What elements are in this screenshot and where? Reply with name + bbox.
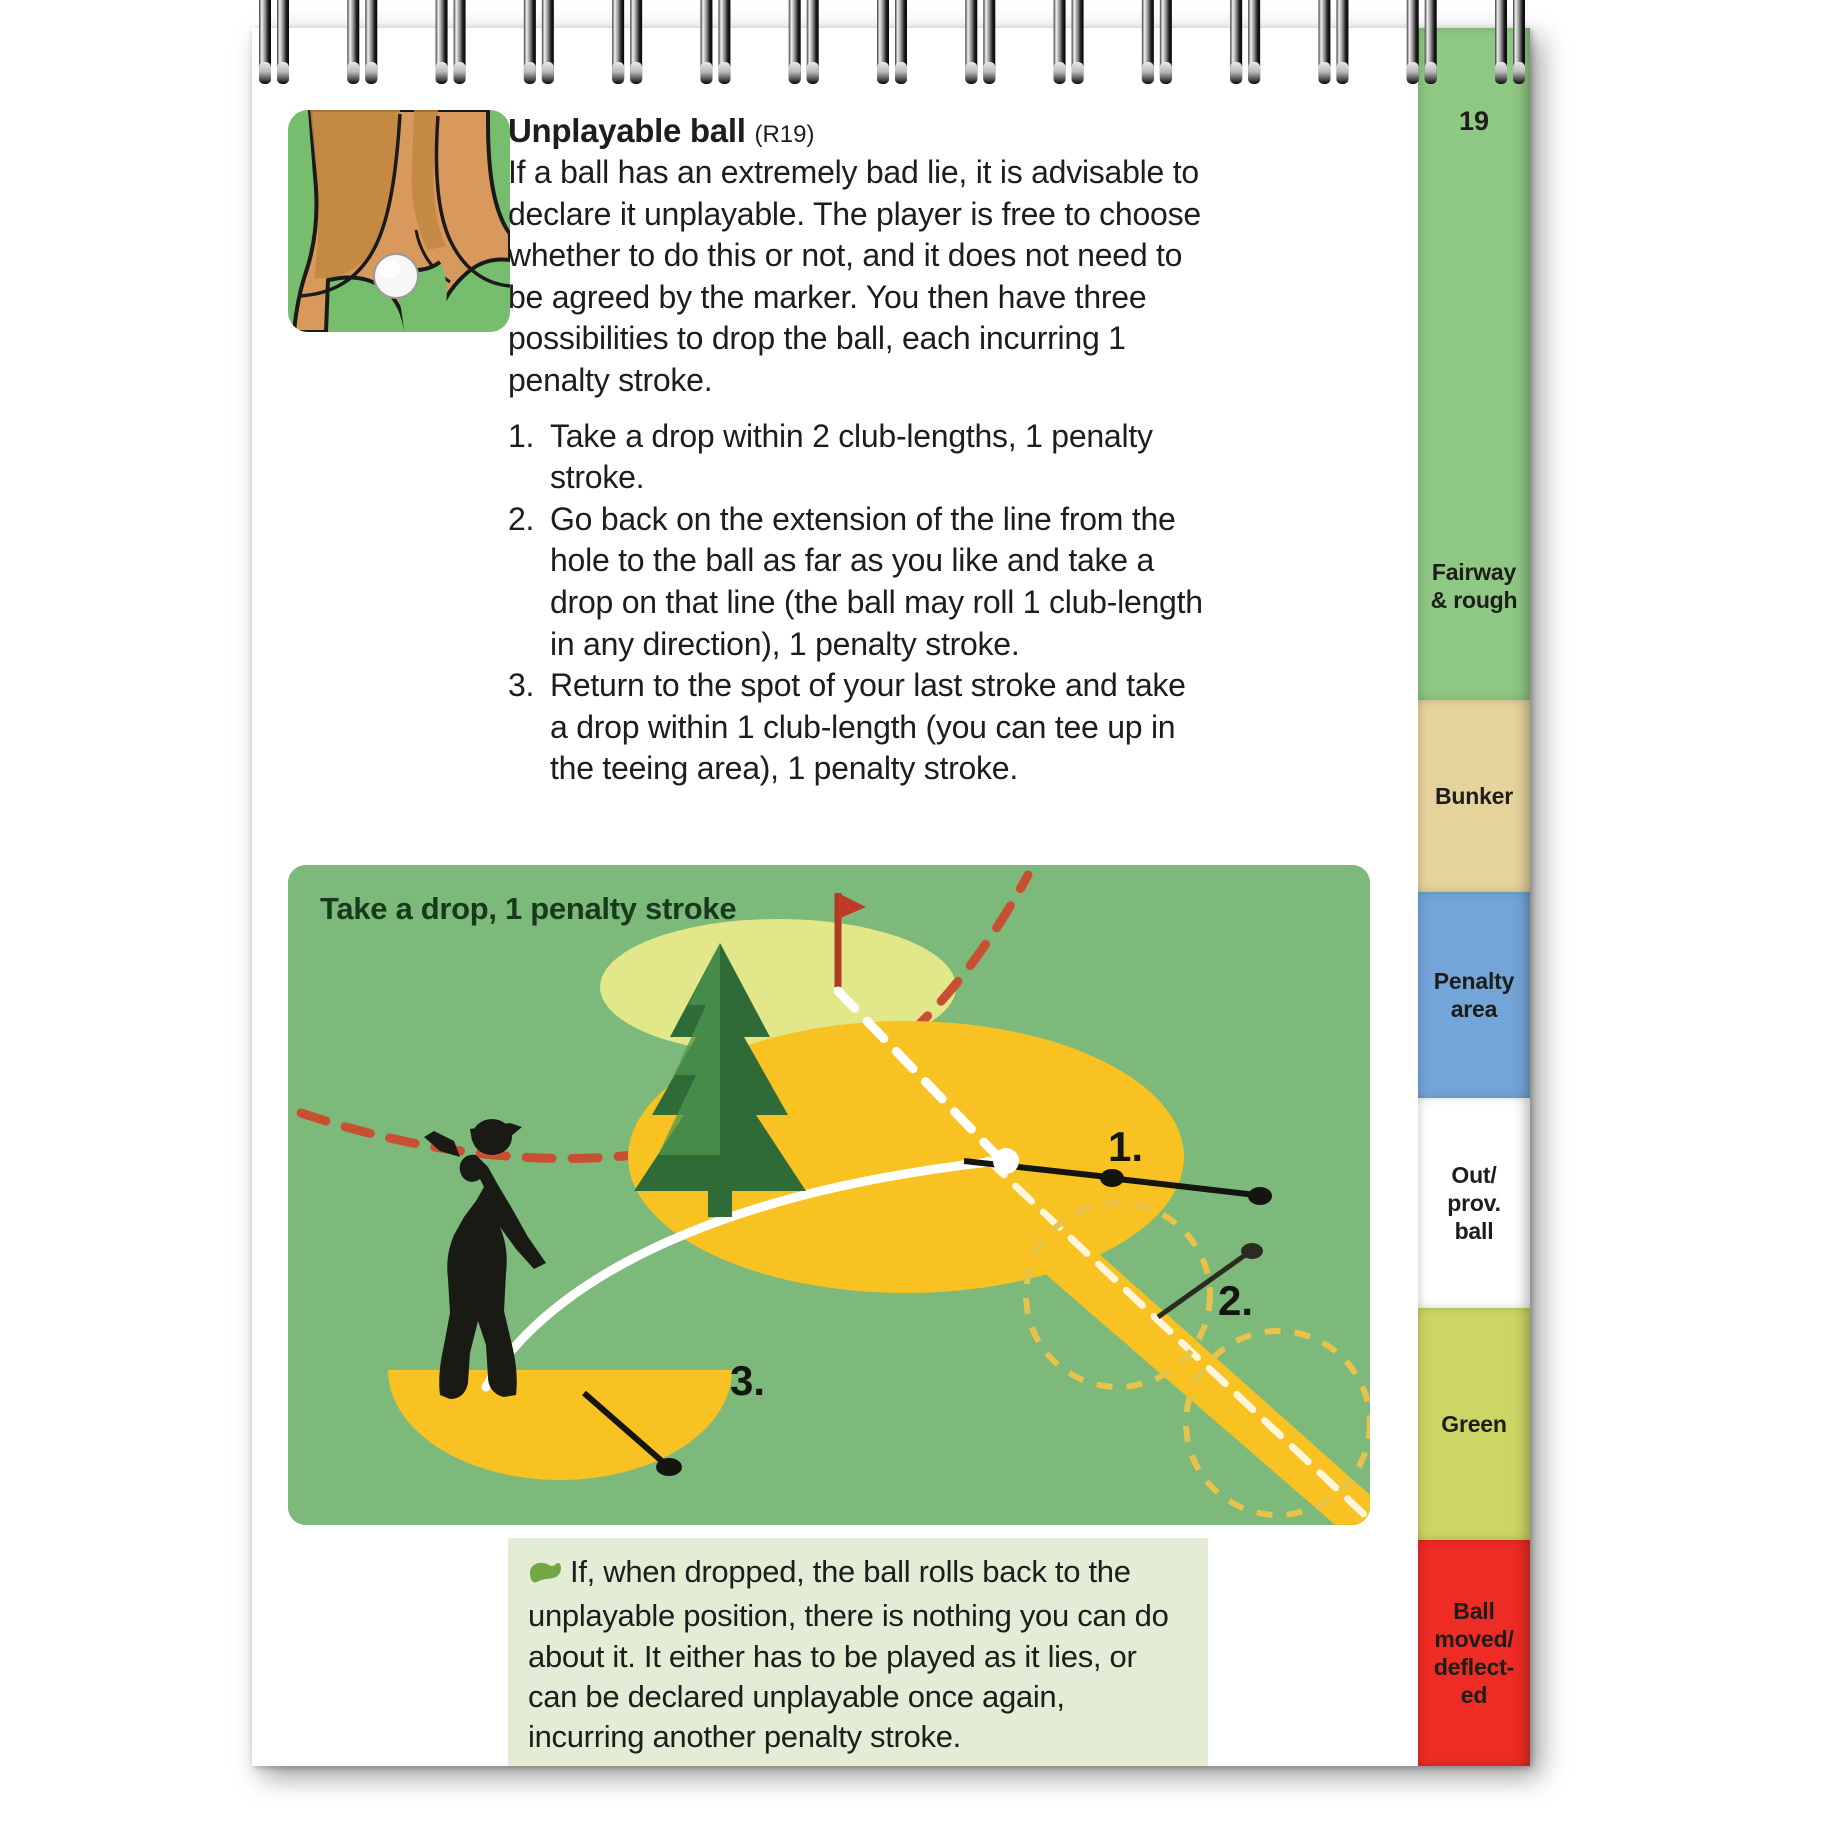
pointing-hand-icon [528, 1556, 562, 1596]
tip-callout [508, 1538, 1208, 1766]
diagram-marker-3: 3. [730, 1357, 766, 1404]
tab-out-prov-ball[interactable] [1418, 1098, 1530, 1308]
article-text [508, 112, 1208, 790]
page-title [508, 112, 1208, 150]
steps-list [508, 416, 1208, 790]
tab-green-label: Green [1441, 1410, 1507, 1437]
page-title-text: Unplayable ball [508, 112, 746, 149]
section-tab-strip [1418, 28, 1530, 1766]
tab-green[interactable] [1418, 1308, 1530, 1540]
tab-bunker[interactable] [1418, 700, 1530, 892]
tree-roots-thumbnail [288, 110, 510, 332]
notepad-page [252, 28, 1530, 1766]
page-content [252, 28, 1418, 1766]
tab-ball-moved-deflected-label: Ball moved/ deflect- ed [1433, 1597, 1515, 1709]
diagram-svg [288, 865, 1370, 1525]
page-number: 19 [1458, 106, 1490, 136]
tab-fairway-rough-label: Fairway & rough [1430, 558, 1518, 613]
tab-out-prov-ball-label: Out/ prov. ball [1447, 1161, 1501, 1245]
drop-options-diagram [288, 865, 1370, 1525]
tab-ball-moved-deflected[interactable] [1418, 1540, 1530, 1766]
diagram-marker-1: 1. [1108, 1123, 1144, 1170]
diagram-marker-2: 2. [1218, 1277, 1254, 1324]
diagram-caption: Take a drop, 1 penalty stroke [320, 891, 737, 926]
list-item: Take a drop within 2 club-lengths, 1 penalty stroke. [550, 417, 1153, 496]
tree-roots-illustration [288, 110, 510, 332]
tab-penalty-area-label: Penalty area [1433, 967, 1515, 1022]
pointing-hand-glyph [528, 1560, 562, 1586]
tab-bunker-label: Bunker [1434, 782, 1514, 809]
rule-reference: (R19) [754, 121, 815, 148]
tab-penalty-area[interactable] [1418, 892, 1530, 1098]
list-item: Return to the spot of your last stroke and take a drop within 1 club-length (you can tee up in the teeing area), 1 penalty stroke. [550, 667, 1186, 787]
list-item: Go back on the extension of the line from the hole to the ball as far as you like and take a drop on that line (the ball may roll 1 club-length in any direction), 1 penalty stroke. [550, 500, 1203, 662]
intro-paragraph: If a ball has an extremely bad lie, it is advisable to declare it unplayable. The player is free to choose whether to do this or not, and it does not need to be agreed by the marker. You then have three possibilities to drop the ball, each incurring 1 penalty stroke. [508, 154, 1201, 398]
tip-text: If, when dropped, the ball rolls back to the unplayable position, there is nothing you can do about it. It either has to be played as it lies, or can be declared unplayable once again, incurring another penalty stroke. [528, 1554, 1169, 1755]
